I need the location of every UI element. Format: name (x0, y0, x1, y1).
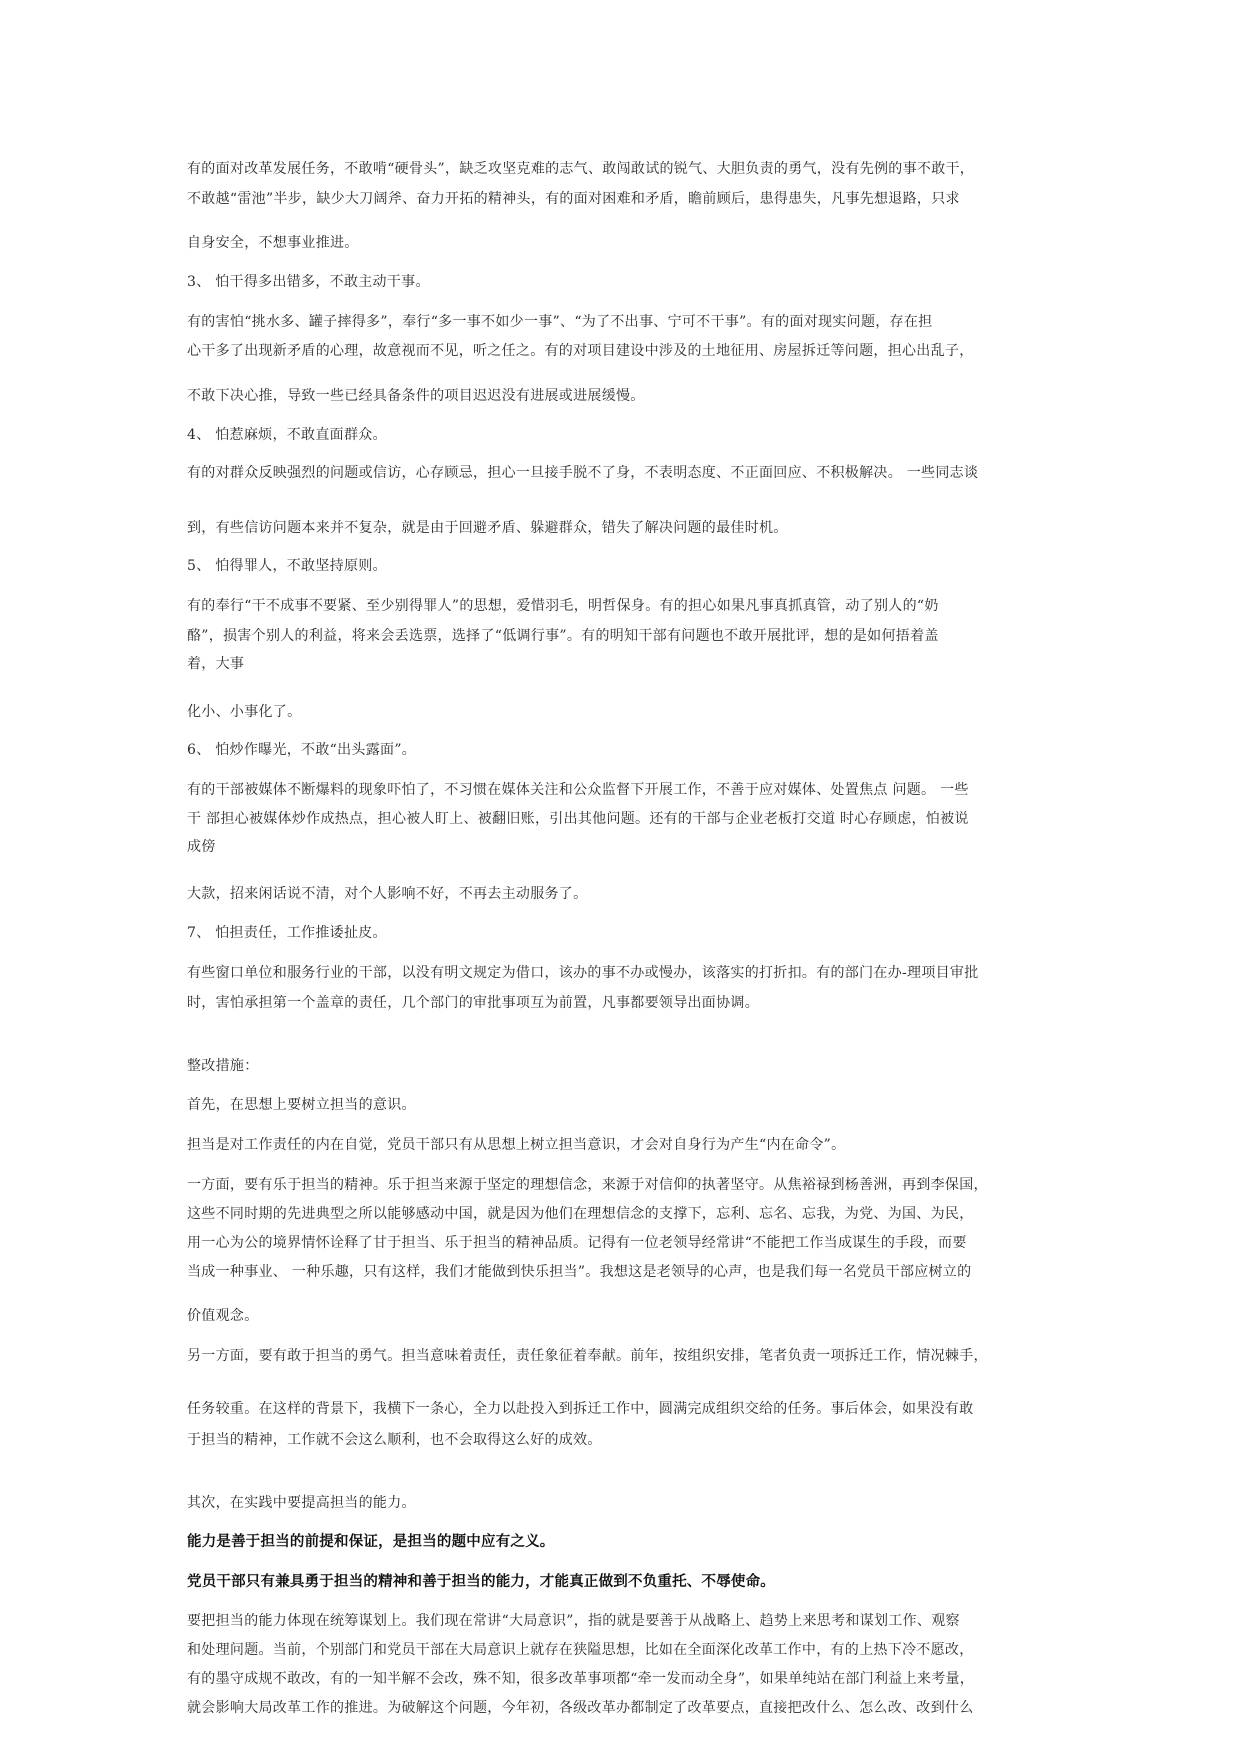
body-line: 成傍 (187, 839, 216, 855)
body-line: 着，大事 (187, 656, 245, 672)
body-line: 要把担当的能力体现在统筹谋划上。我们现在常讲“大局意识”，指的就是要善于从战略上、趋势上来思考和谋划工作、观察 (187, 1613, 960, 1629)
body-line: 不敢越“雷池”半步，缺少大刀阔斧、奋力开拓的精神头，有的面对困难和矛盾，瞻前顾后，患得患失，凡事先想退路，只求 (187, 191, 960, 207)
section-heading: 7、 怕担责任，工作推诿扯皮。 (187, 925, 387, 941)
body-line: 首先，在思想上要树立担当的意识。 (187, 1097, 416, 1113)
body-line: 和处理问题。当前，个别部门和党员干部在大局意识上就存在狭隘思想，比如在全面深化改革工作中，有的上热下冷不愿改， (187, 1642, 974, 1658)
section-heading: 6、 怕炒作曝光，不敢“出头露面”。 (187, 742, 417, 758)
body-line: 担当是对工作责任的内在自觉，党员干部只有从思想上树立担当意识，才会对自身行为产生“内在命令”。 (187, 1137, 846, 1153)
body-line: 到，有些信访问题本来并不复杂，就是由于回避矛盾、躲避群众，错失了解决问题的最佳时机。 (187, 520, 788, 536)
body-line: 有的对群众反映强烈的问题或信访，心存顾忌，担心一旦接手脱不了身，不表明态度、不正面回应、不积极解决。 一些同志谈 (187, 465, 979, 481)
body-line: 酪”，损害个别人的利益，将来会丢选票，选择了“低调行事”。有的明知干部有问题也不敢开展批评，想的是如何捂着盖 (187, 628, 939, 644)
body-line: 干 部担心被媒体炒作成热点，担心被人盯上、被翻旧账，引出其他问题。还有的干部与企业老板打交道 时心存顾虑，怕被说 (187, 811, 969, 827)
body-line: 一方面，要有乐于担当的精神。乐于担当来源于坚定的理想信念，来源于对信仰的执著坚守。从焦裕禄到杨善洲，再到李保国， (187, 1177, 988, 1193)
body-line: 时，害怕承担第一个盖章的责任，几个部门的审批事项互为前置，凡事都要领导出面协调。 (187, 995, 759, 1011)
section-heading: 其次，在实践中要提高担当的能力。 (187, 1495, 416, 1511)
body-line: 有的害怕“挑水多、罐子摔得多”，奉行“多一事不如少一事”、“为了不出事、宁可不干事”。有的面对现实问题，存在担 (187, 314, 933, 330)
body-line: 用一心为公的境界情怀诠释了甘于担当、乐于担当的精神品质。记得有一位老领导经常讲“不能把工作当成谋生的手段，而要 (187, 1235, 967, 1251)
body-line: 有些窗口单位和服务行业的干部，以没有明文规定为借口，该办的事不办或慢办，该落实的打折扣。有的部门在办-理项目审批 (187, 965, 979, 981)
section-heading: 4、 怕惹麻烦，不敢直面群众。 (187, 427, 387, 443)
body-line: 化小、小事化了。 (187, 704, 302, 720)
body-line: 价值观念。 (187, 1308, 259, 1324)
section-heading: 整改措施： (187, 1058, 259, 1074)
bold-statement: 党员干部只有兼具勇于担当的精神和善于担当的能力，才能真正做到不负重托、不辱使命。 (187, 1574, 775, 1590)
section-heading: 3、 怕干得多出错多，不敢主动干事。 (187, 274, 430, 290)
body-line: 大款，招来闲话说不清，对个人影响不好，不再去主动服务了。 (187, 886, 588, 902)
body-line: 不敢下决心推，导致一些已经具备条件的项目迟迟没有进展或进展缓慢。 (187, 388, 645, 404)
body-line: 另一方面，要有敢于担当的勇气。担当意味着责任，责任象征着奉献。前年，按组织安排，笔者负责一项拆迁工作，情况棘手， (187, 1348, 988, 1364)
bold-statement: 能力是善于担当的前提和保证，是担当的题中应有之义。 (187, 1534, 555, 1550)
body-line: 有的墨守成规不敢改，有的一知半解不会改，殊不知，很多改革事项都“牵一发而动全身”，如果单纯站在部门利益上来考量， (187, 1671, 975, 1687)
body-line: 任务较重。在这样的背景下，我横下一条心，全力以赴投入到拆迁工作中，圆满完成组织交给的任务。事后体会，如果没有敢 (187, 1401, 974, 1417)
body-line: 这些不同时期的先进典型之所以能够感动中国，就是因为他们在理想信念的支撑下，忘利、忘名、忘我，为党、为国、为民， (187, 1206, 974, 1222)
body-line: 有的面对改革发展任务，不敢啃“硬骨头”，缺乏攻坚克难的志气、敢闯敢试的锐气、大胆负责的勇气，没有先例的事不敢干， (187, 161, 975, 177)
body-line: 心干多了出现新矛盾的心理，故意视而不见，听之任之。有的对项目建设中涉及的土地征用、房屋拆迁等问题，担心出乱子， (187, 343, 974, 359)
section-heading: 5、 怕得罪人，不敢坚持原则。 (187, 558, 387, 574)
body-line: 自身安全，不想事业推进。 (187, 235, 359, 251)
body-line: 于担当的精神，工作就不会这么顺利，也不会取得这么好的成效。 (187, 1432, 602, 1448)
body-line: 当成一种事业、 一种乐趣，只有这样，我们才能做到快乐担当”。我想这是老领导的心声，也是我们每一名党员干部应树立的 (187, 1264, 972, 1280)
body-line: 有的干部被媒体不断爆料的现象吓怕了，不习惯在媒体关注和公众监督下开展工作，不善于应对媒体、处置焦点 问题。 一些 (187, 782, 969, 798)
body-line: 就会影响大局改革工作的推进。为破解这个问题，今年初，各级改革办都制定了改革要点，直接把改什么、怎么改、改到什么 (187, 1700, 974, 1716)
body-line: 有的奉行“干不成事不要紧、至少别得罪人”的思想，爱惜羽毛，明哲保身。有的担心如果凡事真抓真管，动了别人的“奶 (187, 598, 939, 614)
